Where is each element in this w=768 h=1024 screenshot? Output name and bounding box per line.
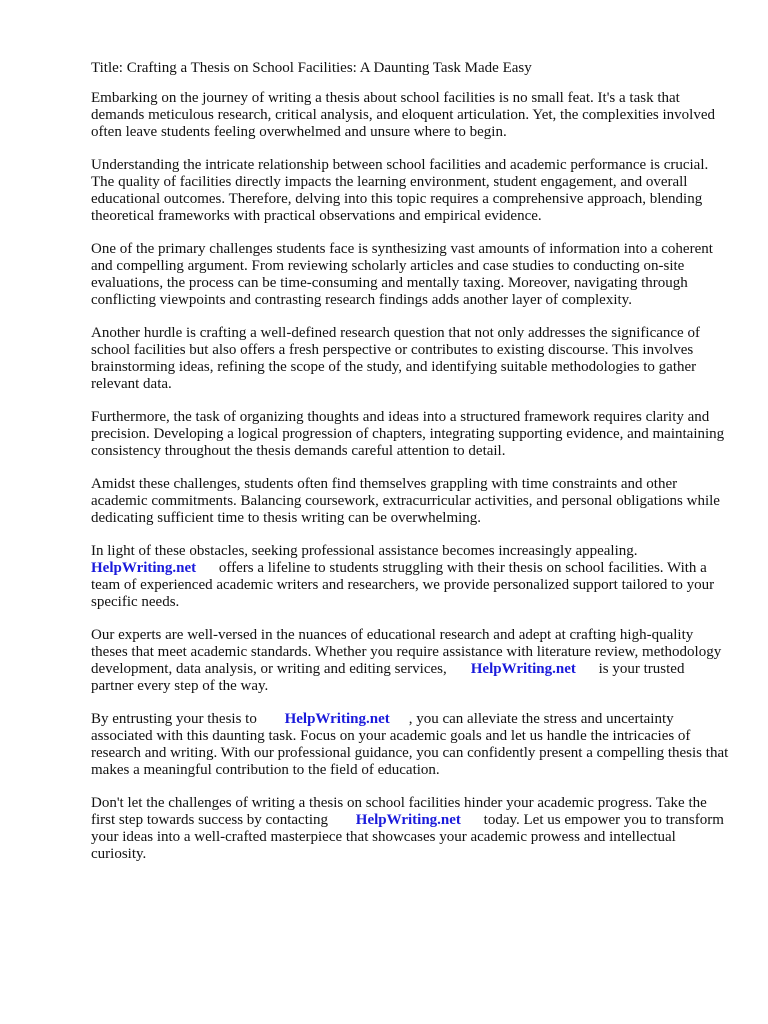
helpwriting-link[interactable]: HelpWriting.net [355,812,461,828]
paragraph-10-text-before: Don't let the challenges of writing a thesis on school facilities hinder your academic progress. Take the first step towards success by contacting [91,795,707,828]
paragraph-4: Another hurdle is crafting a well-defined research question that not only addresses the significance of school facilities but also offers a fresh perspective or contributes to existing discourse. This involves brainstorming ideas, refining the scope of the study, and identifying suitable methodologies to gather relevant data. [91,325,700,392]
paragraph-9-text-before: By entrusting your thesis to [91,711,257,727]
paragraph-5: Furthermore, the task of organizing thoughts and ideas into a structured framework requires clarity and precision. Developing a logical progression of chapters, integrating supporting evidence, and maintaining consistency throughout the thesis demands careful attention to detail. [91,409,725,459]
paragraph-8-text-after: is your trusted partner every step of the way. [91,661,685,694]
paragraph-1: Embarking on the journey of writing a thesis about school facilities is no small feat. It's a task that demands meticulous research, critical analysis, and eloquent articulation. Yet, the complexities involved often leave students feeling overwhelmed and unsure where to begin. [91,90,715,140]
paragraph-3: One of the primary challenges students face is synthesizing vast amounts of information into a coherent and compelling argument. From reviewing scholarly articles and case studies to conducting on-site evaluations, the process can be time-consuming and mentally taxing. Moreover, navigating through conflicting viewpoints and contrasting research findings adds another layer of complexity. [91,241,713,308]
helpwriting-link[interactable]: HelpWriting.net [470,661,576,677]
helpwriting-link[interactable]: HelpWriting.net [284,711,390,727]
paragraph-10-text-after: today. Let us empower you to transform your ideas into a well-crafted masterpiece that showcases your academic prowess and intellectual curiosity. [91,812,724,862]
document-title: Title: Crafting a Thesis on School Facilities: A Daunting Task Made Easy [91,60,532,76]
paragraph-9 [91,711,730,779]
paragraph-8 [91,627,730,695]
paragraph-7 [91,543,730,611]
paragraph-7-text-after: offers a lifeline to students struggling with their thesis on school facilities. With a team of experienced academic writers and researchers, we provide personalized support tailored to your specific needs. [91,560,715,610]
helpwriting-link[interactable]: HelpWriting.net [91,560,197,576]
paragraph-2: Understanding the intricate relationship between school facilities and academic performance is crucial. The quality of facilities directly impacts the learning environment, student engagement, and overall educational outcomes. Therefore, delving into this topic requires a comprehensive approach, blending theoretical frameworks with practical observations and empirical evidence. [91,157,709,224]
paragraph-9-text-after: , you can alleviate the stress and uncertainty associated with this daunting task. Focus on your academic goals and let us handle the intricacies of research and writing. With our professional guidance, you can confidently present a compelling thesis that makes a meaningful contribution to the field of education. [91,711,729,778]
paragraph-6: Amidst these challenges, students often find themselves grappling with time constraints and other academic commitments. Balancing coursework, extracurricular activities, and personal obligations while dedicating sufficient time to thesis writing can be overwhelming. [91,476,720,526]
paragraph-8-text-before: Our experts are well-versed in the nuances of educational research and adept at crafting high-quality theses that meet academic standards. Whether you require assistance with literature review, methodology development, data analysis, or writing and editing services, [91,627,722,677]
paragraph-10 [91,795,730,863]
paragraph-7-text-before: In light of these obstacles, seeking professional assistance becomes increasingly appealing. [91,543,638,559]
